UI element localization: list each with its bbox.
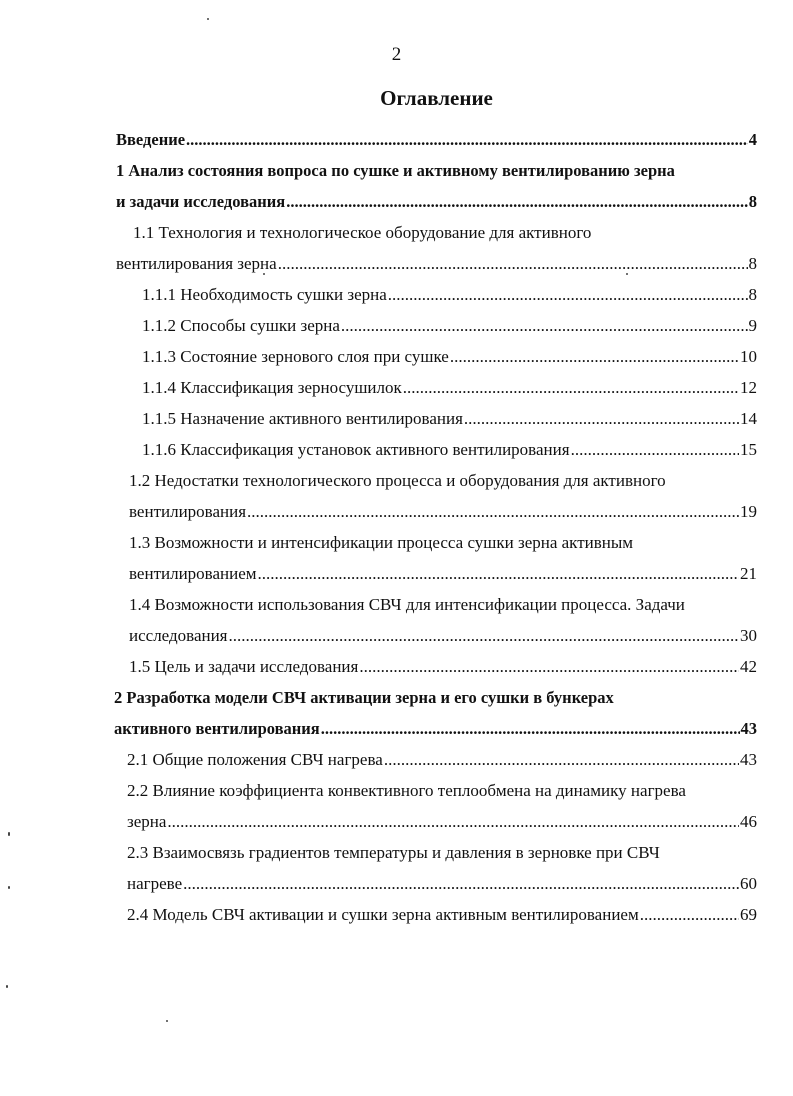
toc-page-number: 8: [748, 254, 757, 273]
toc-page-number: 43: [740, 719, 757, 738]
toc-entry-text: нагреве: [127, 874, 183, 893]
toc-entry-1-2[interactable]: [129, 500, 757, 524]
toc-page-number: 46: [740, 812, 757, 831]
toc-entry-1-1-1[interactable]: [142, 283, 757, 307]
dot-leader: [571, 438, 739, 462]
toc-entry-text: 1.5 Цель и задачи исследования: [129, 657, 359, 676]
dot-leader: [258, 562, 739, 586]
scan-speck: [8, 832, 10, 836]
dot-leader: [186, 128, 748, 152]
toc-page-number: 8: [748, 192, 757, 211]
toc-page-number: 30: [740, 626, 757, 645]
dot-leader: [321, 717, 740, 741]
toc-page-number: 14: [740, 409, 757, 428]
toc-entry-1-1-6[interactable]: [142, 438, 757, 462]
toc-entry-text: 2.4 Модель СВЧ активации и сушки зерна активным вентилированием: [127, 905, 639, 924]
toc-entry-1-4-line1[interactable]: 1.4 Возможности использования СВЧ для интенсификации процесса. Задачи: [129, 595, 685, 614]
toc-entry-text: вентилированием: [129, 564, 257, 583]
dot-leader: [341, 314, 748, 338]
dot-leader: [450, 345, 739, 369]
toc-entry-2-3-line1[interactable]: 2.3 Взаимосвязь градиентов температуры и давления в зерновке при СВЧ: [127, 843, 660, 862]
toc-entry-text: активного вентилирования: [114, 719, 320, 738]
dot-leader: [384, 748, 739, 772]
toc-entry-2-1[interactable]: [127, 748, 757, 772]
toc-entry-1-1[interactable]: [116, 252, 757, 276]
dot-leader: [359, 655, 739, 679]
toc-entry-intro[interactable]: [116, 128, 757, 152]
dot-leader: [247, 500, 739, 524]
toc-page-number: 19: [740, 502, 757, 521]
toc-page-number: 43: [740, 750, 757, 769]
dot-leader: [640, 903, 739, 927]
scan-speck: [166, 1020, 168, 1022]
dot-leader: [229, 624, 739, 648]
dot-leader: [388, 283, 748, 307]
dot-leader: [403, 376, 739, 400]
toc-entry-ch2[interactable]: [114, 717, 757, 741]
toc-entry-ch1-line1[interactable]: 1 Анализ состояния вопроса по сушке и активному вентилированию зерна: [116, 161, 675, 180]
toc-entry-text: зерна: [127, 812, 167, 831]
scan-speck: [207, 18, 209, 20]
toc-page-number: 60: [740, 874, 757, 893]
toc-entry-text: исследования: [129, 626, 228, 645]
toc-page-number: 69: [740, 905, 757, 924]
toc-page-number: 4: [748, 130, 757, 149]
toc-entry-text: 1.1.4 Классификация зерносушилок: [142, 378, 402, 397]
toc-entry-text: вентилирования: [129, 502, 247, 521]
toc-entry-1-1-2[interactable]: [142, 314, 757, 338]
toc-entry-text: и задачи исследования: [116, 192, 286, 211]
toc-entry-ch1[interactable]: [116, 190, 757, 214]
toc-entry-text: 1.1.5 Назначение активного вентилирования: [142, 409, 463, 428]
toc-entry-2-2[interactable]: [127, 810, 757, 834]
toc-page-number: 12: [740, 378, 757, 397]
toc-entry-1-1-5[interactable]: [142, 407, 757, 431]
toc-page-number: 42: [740, 657, 757, 676]
dot-leader: [278, 252, 748, 276]
toc-entry-1-1-3[interactable]: [142, 345, 757, 369]
toc-page-number: 21: [740, 564, 757, 583]
dot-leader: [464, 407, 739, 431]
toc-page-number: 10: [740, 347, 757, 366]
toc-entry-1-4[interactable]: [129, 624, 757, 648]
toc-entry-2-4[interactable]: [127, 903, 757, 927]
toc-title: Оглавление: [380, 86, 493, 110]
toc-entry-text: 2.1 Общие положения СВЧ нагрева: [127, 750, 383, 769]
scan-speck: [626, 273, 628, 275]
toc-page-number: 15: [740, 440, 757, 459]
toc-entry-1-1-line1[interactable]: 1.1 Технология и технологическое оборудование для активного: [133, 223, 592, 242]
dot-leader: [286, 190, 748, 214]
toc-entry-text: 1.1.3 Состояние зернового слоя при сушке: [142, 347, 449, 366]
toc-entry-text: 1.1.6 Классификация установок активного вентилирования: [142, 440, 570, 459]
toc-entry-ch2-line1[interactable]: 2 Разработка модели СВЧ активации зерна и его сушки в бункерах: [114, 688, 614, 707]
toc-entry-1-5[interactable]: [129, 655, 757, 679]
toc-page-number: 8: [748, 285, 757, 304]
toc-entry-text: вентилирования зерна: [116, 254, 277, 273]
toc-entry-2-3[interactable]: [127, 872, 757, 896]
toc-page-number: 9: [748, 316, 757, 335]
scan-speck: [8, 886, 10, 889]
scan-speck: [6, 985, 8, 988]
toc-entry-1-1-4[interactable]: [142, 376, 757, 400]
toc-entry-2-2-line1[interactable]: 2.2 Влияние коэффициента конвективного теплообмена на динамику нагрева: [127, 781, 686, 800]
toc-entry-1-2-line1[interactable]: 1.2 Недостатки технологического процесса и оборудования для активного: [129, 471, 666, 490]
toc-entry-text: 1.1.2 Способы сушки зерна: [142, 316, 340, 335]
toc-entry-text: 1.1.1 Необходимость сушки зерна: [142, 285, 387, 304]
toc-entry-text: Введение: [116, 130, 186, 149]
toc-entry-1-3[interactable]: [129, 562, 757, 586]
scan-speck: [263, 273, 265, 275]
toc-entry-1-3-line1[interactable]: 1.3 Возможности и интенсификации процесса сушки зерна активным: [129, 533, 634, 552]
dot-leader: [167, 810, 739, 834]
dot-leader: [183, 872, 739, 896]
page-number: 2: [391, 44, 402, 65]
